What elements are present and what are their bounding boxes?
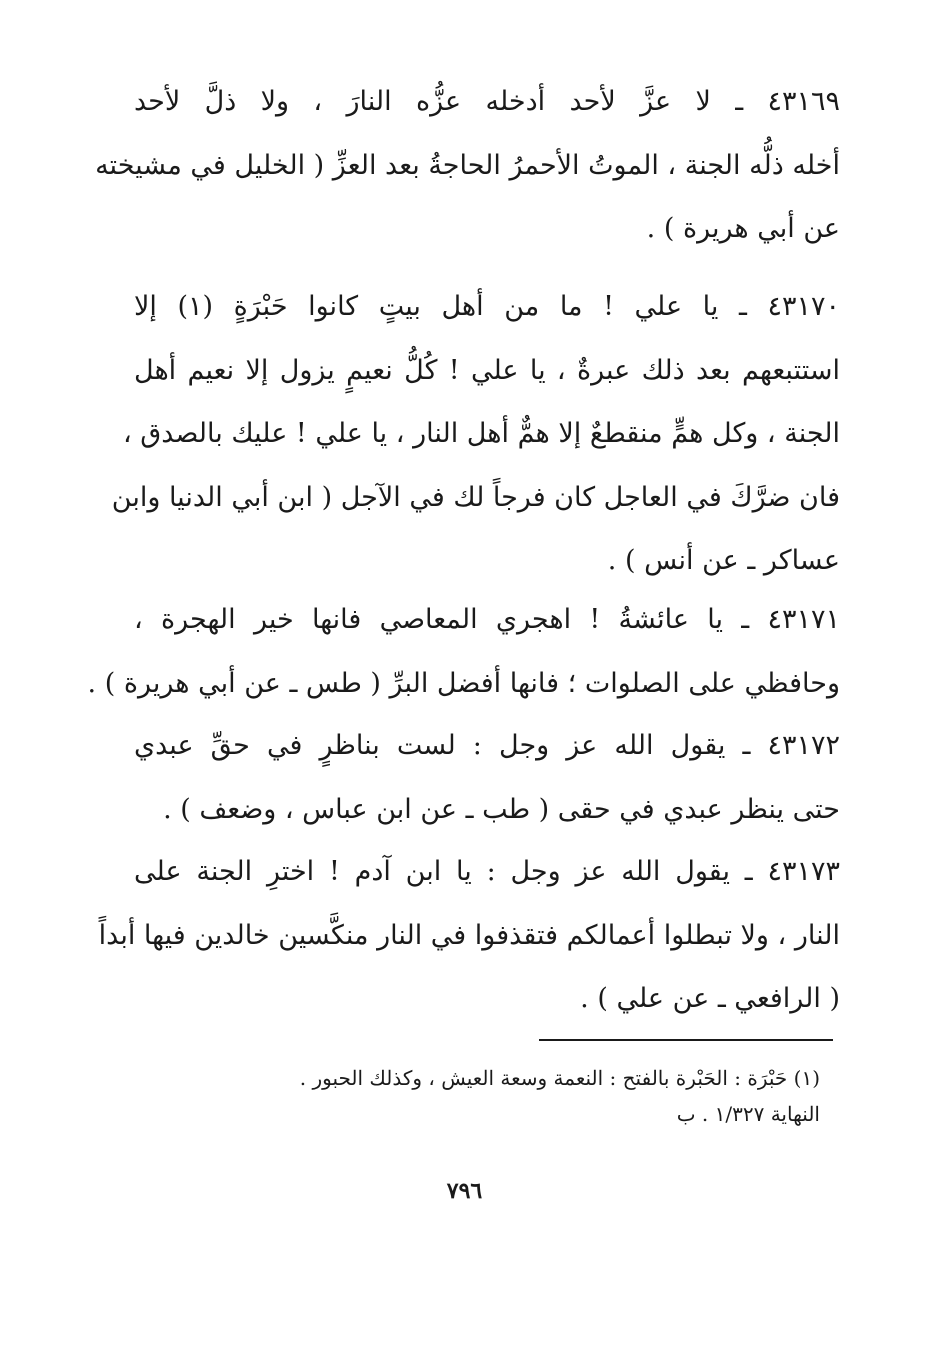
text-line: عن أبي هريرة ) . <box>646 213 840 244</box>
text-line: وحافظي على الصلوات ؛ فانها أفضل البرِّ ( طس ـ عن أبي هريرة ) . <box>87 667 840 699</box>
text-line: ( الرافعي ـ عن علي ) . <box>580 983 840 1014</box>
text-line: ٤٣١٦٩ ـ لا عزَّ لأحد أدخله عزُّه النارَ ، ولا ذلَّ لأحد <box>134 86 840 117</box>
text-line: استتبعهم بعد ذلك عبرةٌ ، يا علي ! كُلُّ نعيمٍ يزول إلا نعيم أهل <box>134 354 840 386</box>
hadith-entry <box>95 70 840 261</box>
footnote-line: النهاية ١/٣٢٧ . ب <box>676 1102 820 1126</box>
text-line: الجنة ، وكل همٍّ منقطعٌ إلا همٌّ أهل النار ، يا علي ! عليك بالصدق ، <box>122 418 840 449</box>
text-line: حتى ينظر عبدي في حقى ( طب ـ عن ابن عباس ، وضعف ) . <box>163 793 840 825</box>
text-line: ٤٣١٧٠ ـ يا علي ! ما من أهل بيتٍ كانوا حَبْرَةٍ (١) إلا <box>134 291 840 322</box>
hadith-entry <box>98 840 840 1031</box>
text-line: أخله ذلُّه الجنة ، الموتُ الأحمرُ الحاجةُ بعد العزِّ ( الخليل في مشيخته <box>95 149 840 181</box>
text-line: النار ، ولا تبطلوا أعمالكم فتقذفوا في النار منكَّسين خالدين فيها أبداً <box>98 919 840 951</box>
page-number: ٧٩٦ <box>446 1178 483 1204</box>
hadith-entry <box>134 714 840 841</box>
text-line: ٤٣١٧١ ـ يا عائشةُ ! اهجري المعاصي فانها خير الهجرة ، <box>134 604 840 635</box>
hadith-entry <box>87 588 840 715</box>
text-line: ٤٣١٧٢ ـ يقول الله عز وجل : لست بناظرٍ في حقِّ عبدي <box>134 730 840 761</box>
footnote <box>160 1060 820 1132</box>
text-line: فان ضرَّكَ في العاجل كان فرجاً لك في الآجل ( ابن أبي الدنيا وابن <box>111 481 840 513</box>
text-line: عساكر ـ عن أنس ) . <box>607 545 840 576</box>
footnote-divider <box>539 1039 833 1041</box>
footnote-line: (١) حَبْرَة : الحَبْرة بالفتح : النعمة وسعة العيش ، وكذلك الحبور . <box>299 1066 820 1090</box>
hadith-entry <box>111 275 840 593</box>
text-line: ٤٣١٧٣ ـ يقول الله عز وجل : يا ابن آدم ! اخترِ الجنة على <box>134 856 840 887</box>
